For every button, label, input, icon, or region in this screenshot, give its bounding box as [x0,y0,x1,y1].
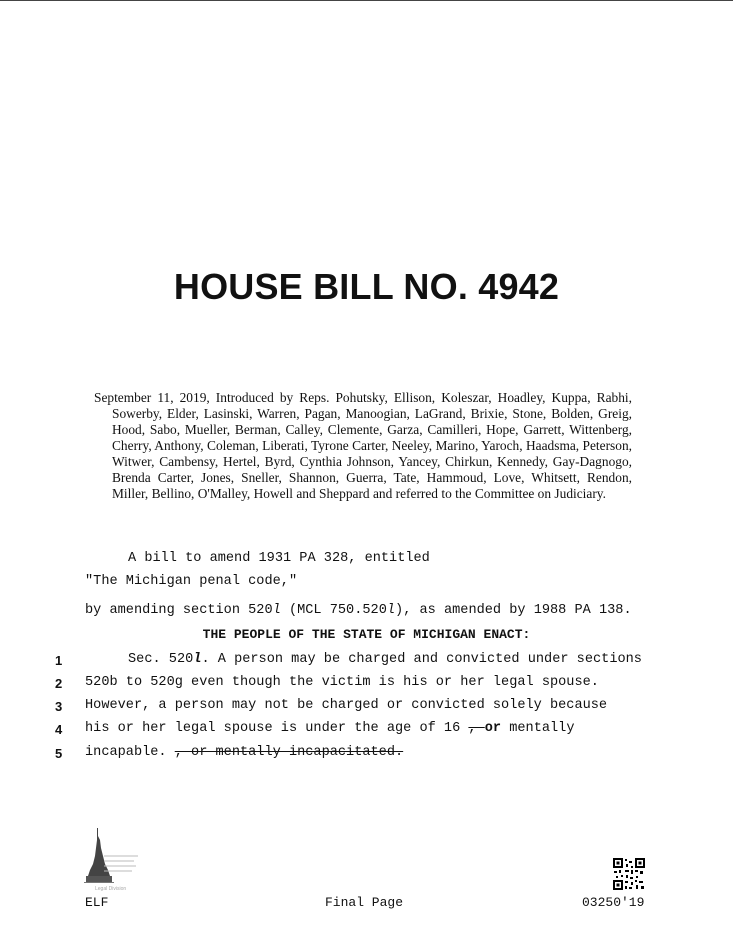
top-rule [0,0,733,1]
qr-code [613,858,645,890]
introduction-paragraph: September 11, 2019, Introduced by Reps. Pohutsky, Ellison, Koleszar, Hoadley, Kuppa, Rabhi, Sowerby, Elder, Lasinski, Warren, Pagan, Manoogian, LaGrand, Brixie, Stone, Bolden, Greig, Hood, Sabo, Mueller, Berman, Calley, Clemente, Garza, Camilleri, Hope, Garrett, Wittenberg, Cherry, Anthony, Coleman, Liberati, Tyrone Carter, Neeley, Marino, Yaroch, Haadsma, Peterson, Witwer, Cambensy, Hertel, Byrd, Cynthia Johnson, Yancey, Chirkun, Kennedy, Gay-Dagnogo, Brenda Carter, Jones, Sneller, Shannon, Guerra, Tate, Hammoud, Love, Whitsett, Rendon, Miller, Bellino, O'Malley, Howell and Sheppard and referred to the Committee on Judiciary. [94,390,632,501]
bill-text-line-2: 520b to 520g even though the victim is his or her legal spouse. [85,675,599,690]
bill-text-line-5: incapable. , or mentally incapacitated. [85,745,404,760]
bill-title: HOUSE BILL NO. 4942 [173,266,560,307]
footer-doc-id: 03250'19 [582,895,645,910]
amending-section-line: by amending section 520l (MCL 750.520l), as amended by 1988 PA 138. [85,603,632,618]
line-number: 1 [55,653,63,668]
capitol-logo [84,826,144,892]
bill-text-line-3: However, a person may not be charged or convicted solely because [85,698,608,713]
enacting-clause: THE PEOPLE OF THE STATE OF MICHIGAN ENACT: [202,627,531,642]
line-number: 4 [55,722,63,737]
bill-line-amend: A bill to amend 1931 PA 328, entitled [128,551,430,566]
bill-text-line-4: his or her legal spouse is under the age of 16 , or mentally [85,721,575,736]
bill-text-line-1: Sec. 520l. A person may be charged and convicted under sections [128,652,642,667]
line-number: 3 [55,699,63,714]
footer-elf: ELF [85,895,109,910]
line-number: 2 [55,676,63,691]
logo-caption: Legal Division [95,886,127,892]
bill-line-title: "The Michigan penal code," [85,574,298,589]
footer-final-page: Final Page [325,895,404,910]
line-number: 5 [55,746,63,761]
